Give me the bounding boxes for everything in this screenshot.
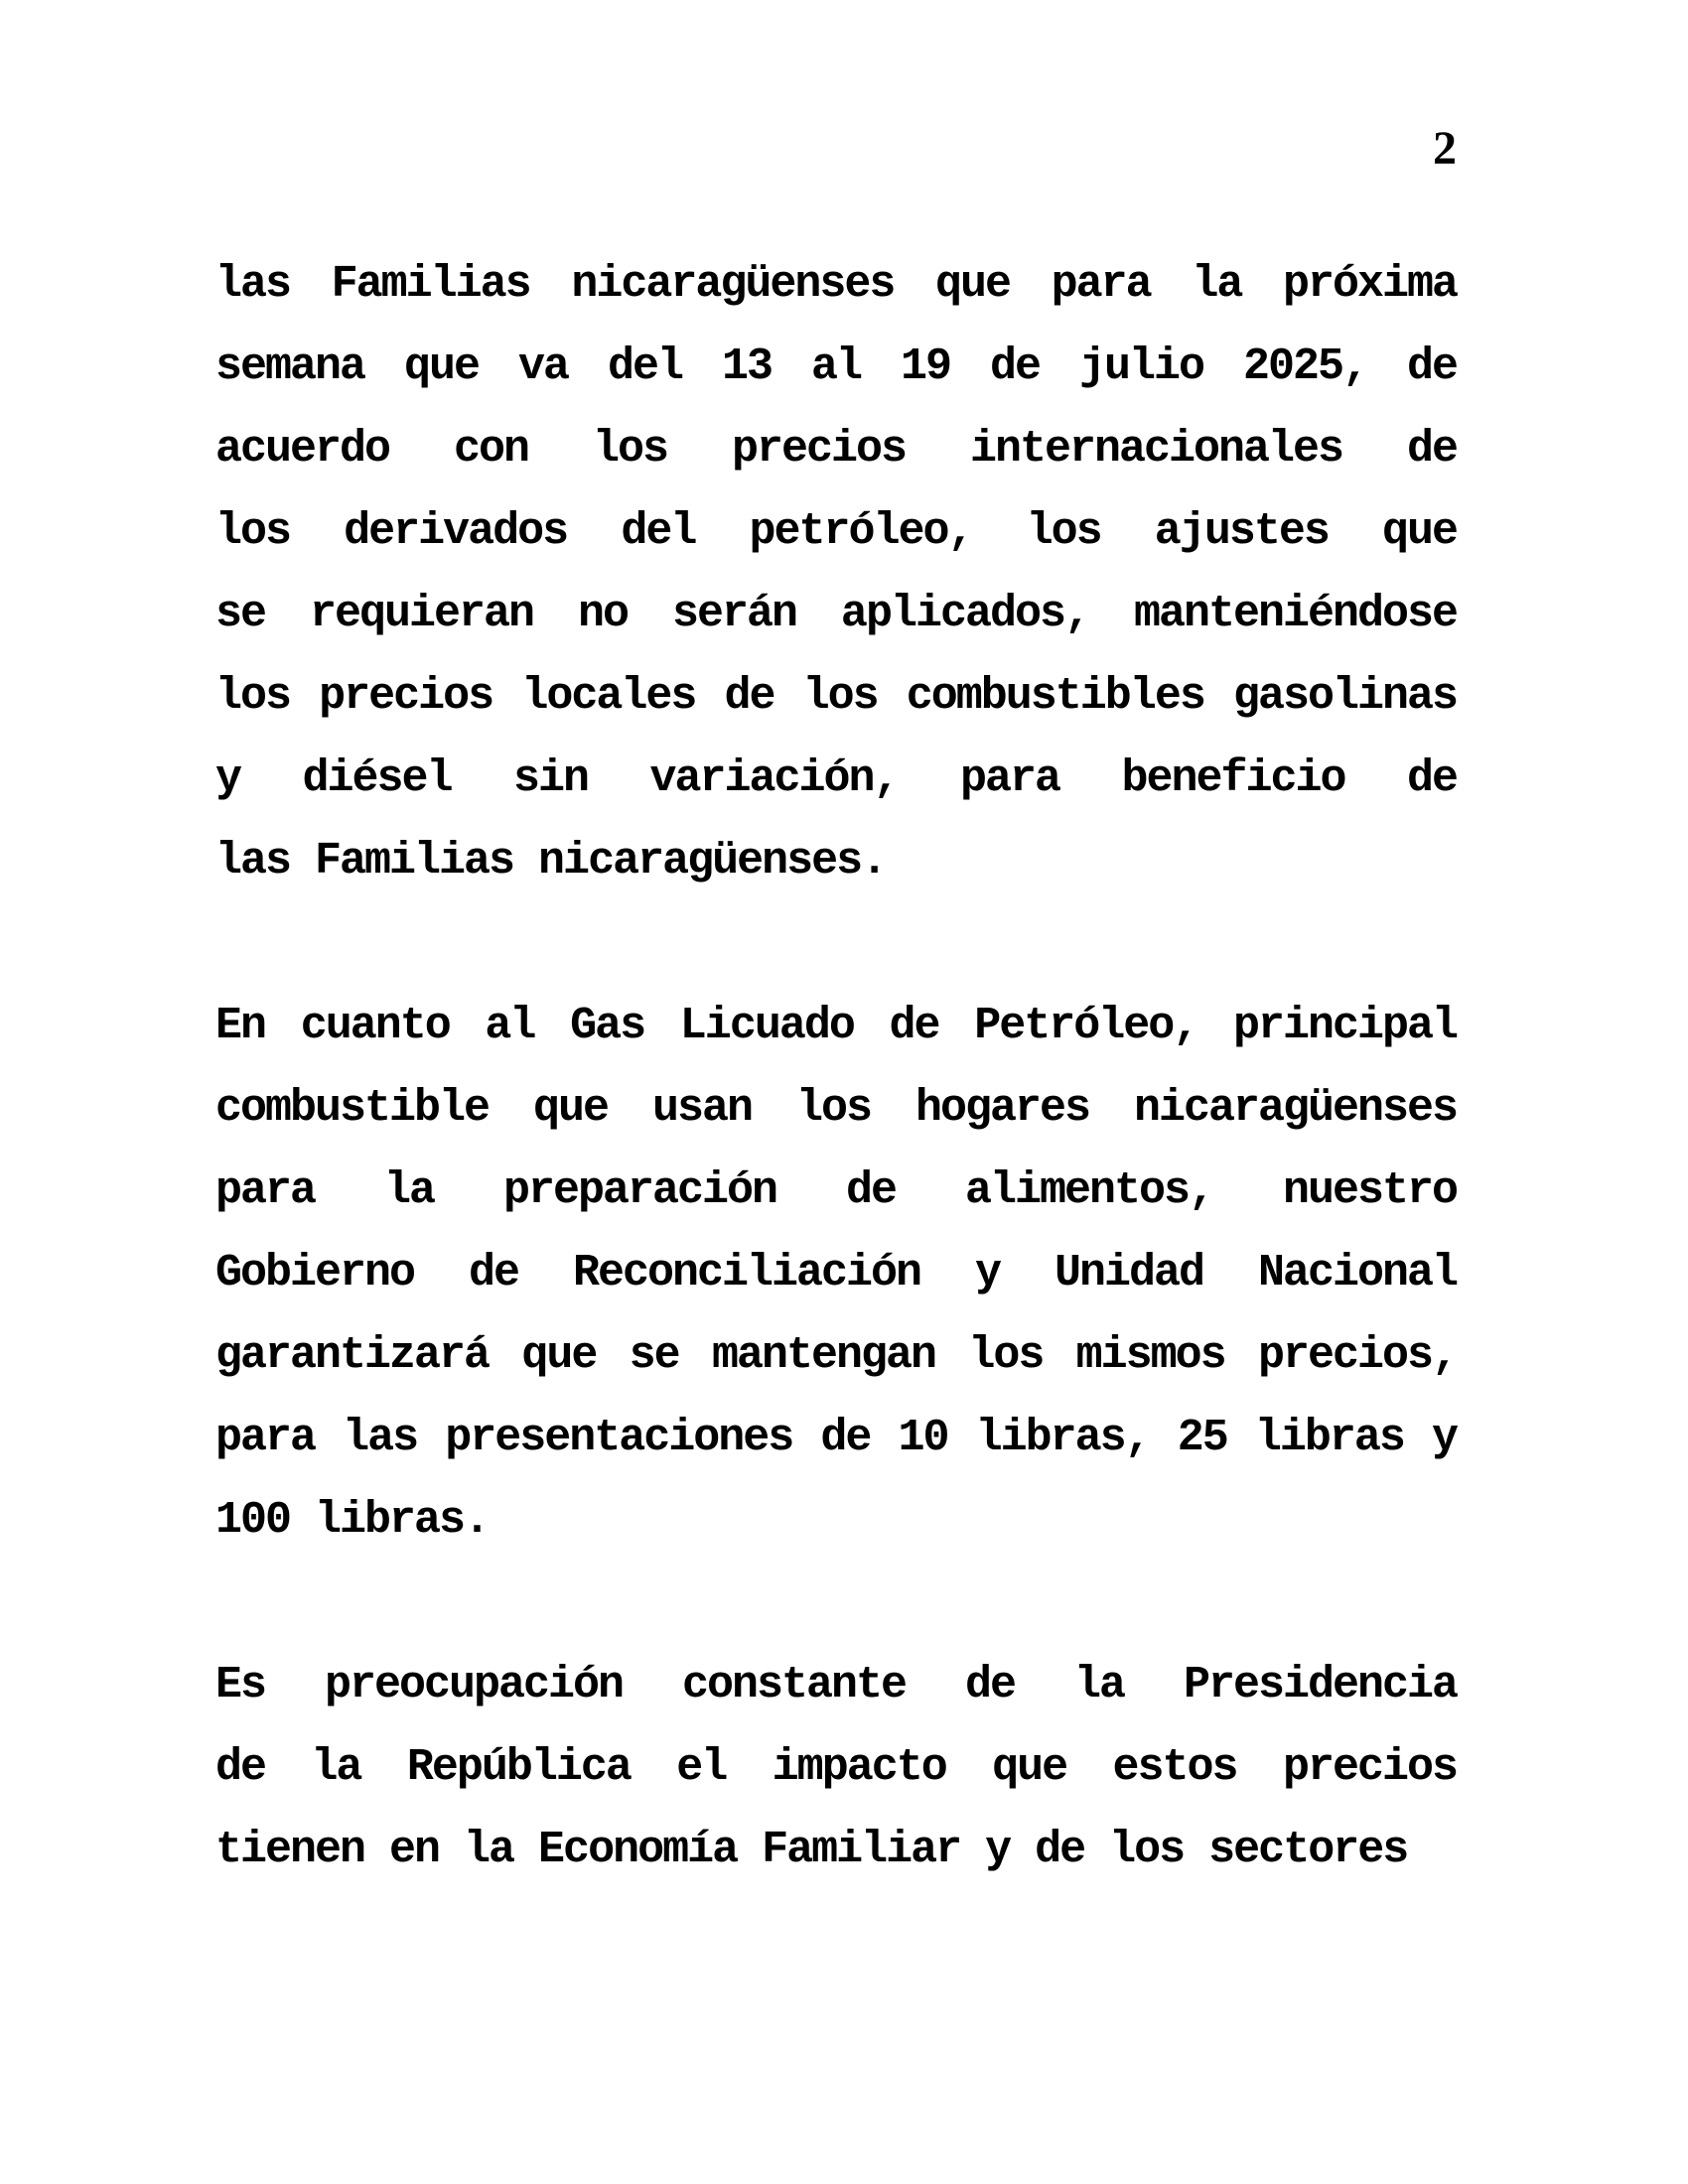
paragraph — [215, 1644, 1457, 1891]
text-line: acuerdo con los precios internacionales de — [215, 424, 1457, 475]
document-body — [215, 243, 1457, 1974]
text-line: las Familias nicaragüenses. — [215, 836, 887, 887]
text-line: 100 libras. — [215, 1495, 490, 1546]
text-line: se requieran no serán aplicados, manteniéndose — [215, 589, 1457, 639]
text-line: Es preocupación constante de la Presidencia — [215, 1660, 1457, 1710]
text-line: tienen en la Economía Familiar y de los sectores — [215, 1825, 1408, 1875]
paragraph — [215, 985, 1457, 1562]
text-line: y diésel sin variación, para beneficio de — [215, 753, 1457, 804]
text-line: de la República el impacto que estos precios — [215, 1742, 1457, 1793]
paragraph — [215, 243, 1457, 902]
text-line: semana que va del 13 al 19 de julio 2025, de — [215, 341, 1457, 392]
text-line: Gobierno de Reconciliación y Unidad Nacional — [215, 1248, 1457, 1298]
page-number: 2 — [1433, 122, 1457, 175]
text-line: combustible que usan los hogares nicaragüenses — [215, 1083, 1457, 1134]
text-line: En cuanto al Gas Licuado de Petróleo, principal — [215, 1001, 1457, 1051]
text-line: los derivados del petróleo, los ajustes que — [215, 506, 1457, 557]
text-line: para las presentaciones de 10 libras, 25 libras y — [215, 1413, 1457, 1463]
text-line: para la preparación de alimentos, nuestro — [215, 1165, 1457, 1216]
text-line: garantizará que se mantengan los mismos precios, — [215, 1330, 1457, 1381]
text-line: los precios locales de los combustibles gasolinas — [215, 671, 1457, 722]
text-line: las Familias nicaragüenses que para la próxima — [215, 259, 1457, 310]
